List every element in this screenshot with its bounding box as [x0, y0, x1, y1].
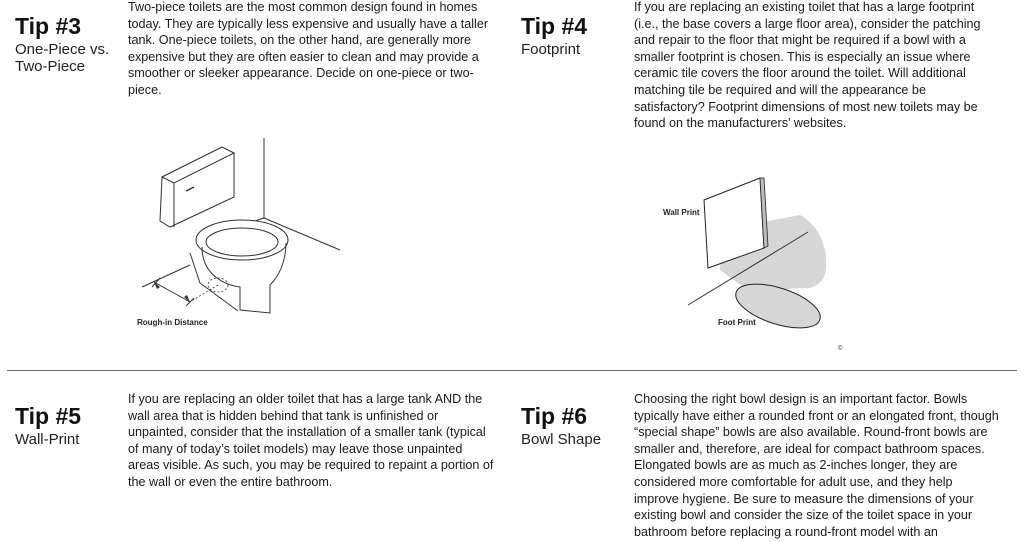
tip5-number: Tip #5 [15, 403, 82, 429]
wall-print-label: Wall Print [663, 208, 700, 217]
tip4-body: If you are replacing an existing toilet that has a large footprint (i.e., the base covers a large floor area), consider the patching and repair to the floor that might be required if a bowl with a smaller footprint is chosen. This is especially an issue where ceramic tile covers the floor around the toilet. Will additional matching tile be required and will the appearance be satisfactory? Footprint dimensions of most new toilets may be found on the manufacturers’ websites. [634, 0, 981, 131]
tip3-heading [15, 13, 125, 75]
tip6-number: Tip #6 [521, 403, 588, 429]
rough-in-label: Rough-in Distance [137, 318, 208, 327]
tip5-heading [15, 403, 125, 448]
copyright-mark: © [838, 346, 843, 352]
tip4-number: Tip #4 [521, 13, 588, 39]
foot-print-label: Foot Print [718, 318, 756, 327]
footprint-illustration [660, 170, 860, 360]
tip3-body: Two-piece toilets are the most common design found in homes today. They are typically less expensive and usually have a taller tank. One-piece toilets, on the other hand, are generally more expensive but they are often easier to clean and may provide a smoother or sleeker appearance. Decide on one-piece or two-piece. [128, 0, 489, 97]
tip3-number: Tip #3 [15, 13, 82, 39]
section-divider [7, 370, 1017, 371]
tip3-subtitle-line2: Two-Piece [15, 58, 86, 75]
tip5-body: If you are replacing an older toilet that has a large tank AND the wall area that is hidden behind that tank is unfinished or unpainted, consider that the installation of a smaller tank (typical of many of today’s toilet models) may leave those unpainted areas visible. As such, you may be required to repaint a portion of the wall or even the entire bathroom. [128, 392, 494, 489]
tip4-subtitle: Footprint [521, 41, 581, 58]
tip6-subtitle: Bowl Shape [521, 431, 602, 448]
tip6-body: Choosing the right bowl design is an important factor. Bowls typically have either a rounded front or an elongated front, though “special shape” bowls are also available. Round-front bowls are smaller and, therefore, are ideal for compact bathroom spaces. Elongated bowls are as much as 2-inches longer, they are considered more comfortable for adult use, and they help improve hygiene. Be sure to measure the dimensions of your existing bowl and consider the size of the toilet space in your bathroom before replacing a round-front model with an [634, 392, 999, 539]
tip3-subtitle-line1: One-Piece vs. [15, 41, 110, 58]
tip5-subtitle: Wall-Print [15, 431, 80, 448]
toilet-illustration [130, 135, 360, 335]
tip4-heading [521, 13, 626, 58]
tip6-heading [521, 403, 626, 448]
